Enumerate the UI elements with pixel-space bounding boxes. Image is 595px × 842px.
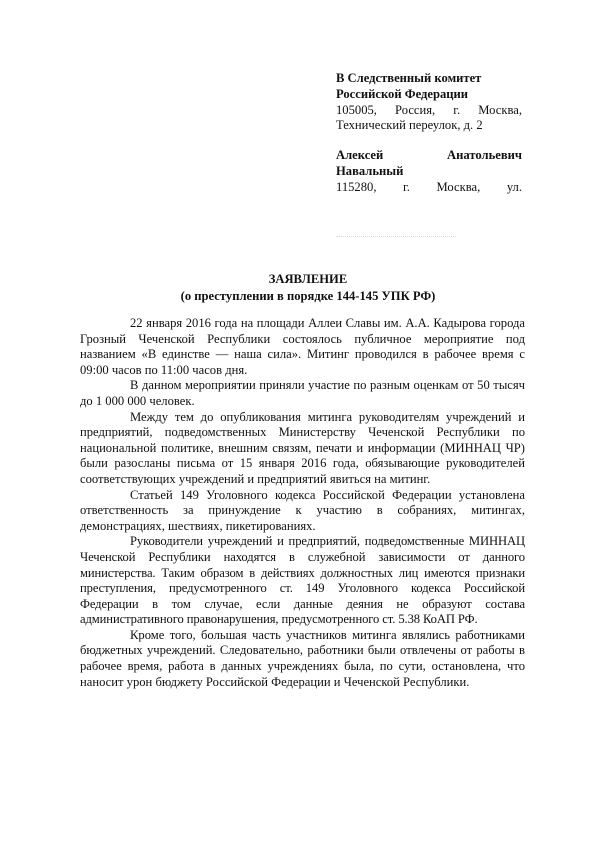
sender-name-line1: Алексей Анатольевич: [336, 148, 522, 163]
body-paragraph: 22 января 2016 года на площади Аллеи Славы им. А.А. Кадырова города Грозный Чеченской Республики состоялось публичное мероприятие под названием «В единстве — наша сила». Митинг проводился в рабочее время с 09:00 часов по 11:00 часов дня.: [80, 316, 525, 377]
sender-name-line2: Навальный: [336, 163, 404, 178]
recipient-name-line2: Российской Федерации: [336, 86, 469, 101]
body-paragraph: Статьей 149 Уголовного кодекса Российской Федерации установлена ответственность за принуждение к участию в собраниях, митингах, демонстрациях, шествиях, пикетированиях.: [80, 487, 525, 533]
recipient-name-line1: В Следственный комитет: [336, 71, 482, 85]
recipient-address-line2: Технический переулок, д. 2: [336, 118, 483, 133]
body-paragraph: Руководители учреждений и предприятий, подведомственные МИННАЦ Чеченской Республики находятся в служебной зависимости от данного министерства. Таким образом в действиях должностных лиц имеются признаки преступления, предусмотренного ст. 149 Уголовного кодекса Российской Федерации в том случае, если данные деяния не образуют состава административного правонарушения, предусмотренного ст. 5.38 КоАП РФ.: [80, 534, 525, 627]
address-block: [336, 71, 522, 196]
body-paragraph: Между тем до опубликования митинга руководителям учреждений и предприятий, подведомственных Министерству Чеченской Республики по национальной политике, внешним связям, печати и информации (МИННАЦ ЧР) были разосланы письма от 15 января 2016 года, обязывающие руководителей соответствующих учреждений и предприятий явиться на митинг.: [80, 409, 525, 486]
body-paragraph: Кроме того, большая часть участников митинга являлись работниками бюджетных учреждений. Следовательно, работники были отвлечены от работы в рабочее время, работа в данных учреждениях была, по сути, остановлена, что наносит урон бюджету Российской Федерации и Чеченской Республики.: [80, 627, 525, 689]
body-paragraph: В данном мероприятии приняли участие по разным оценкам от 50 тысяч до 1 000 000 человек.: [80, 378, 525, 408]
recipient-address-line1: 105005, Россия, г. Москва,: [336, 102, 522, 117]
title-subheading: (о преступлении в порядке 144-145 УПК РФ): [180, 289, 436, 303]
redacted-line: [336, 236, 456, 239]
document-title: [80, 271, 536, 305]
sender-address-line1: 115280, г. Москва, ул.: [336, 179, 522, 194]
document-body: [80, 316, 525, 690]
title-heading: ЗАЯВЛЕНИЕ: [268, 272, 348, 286]
address-spacer: [336, 134, 522, 148]
